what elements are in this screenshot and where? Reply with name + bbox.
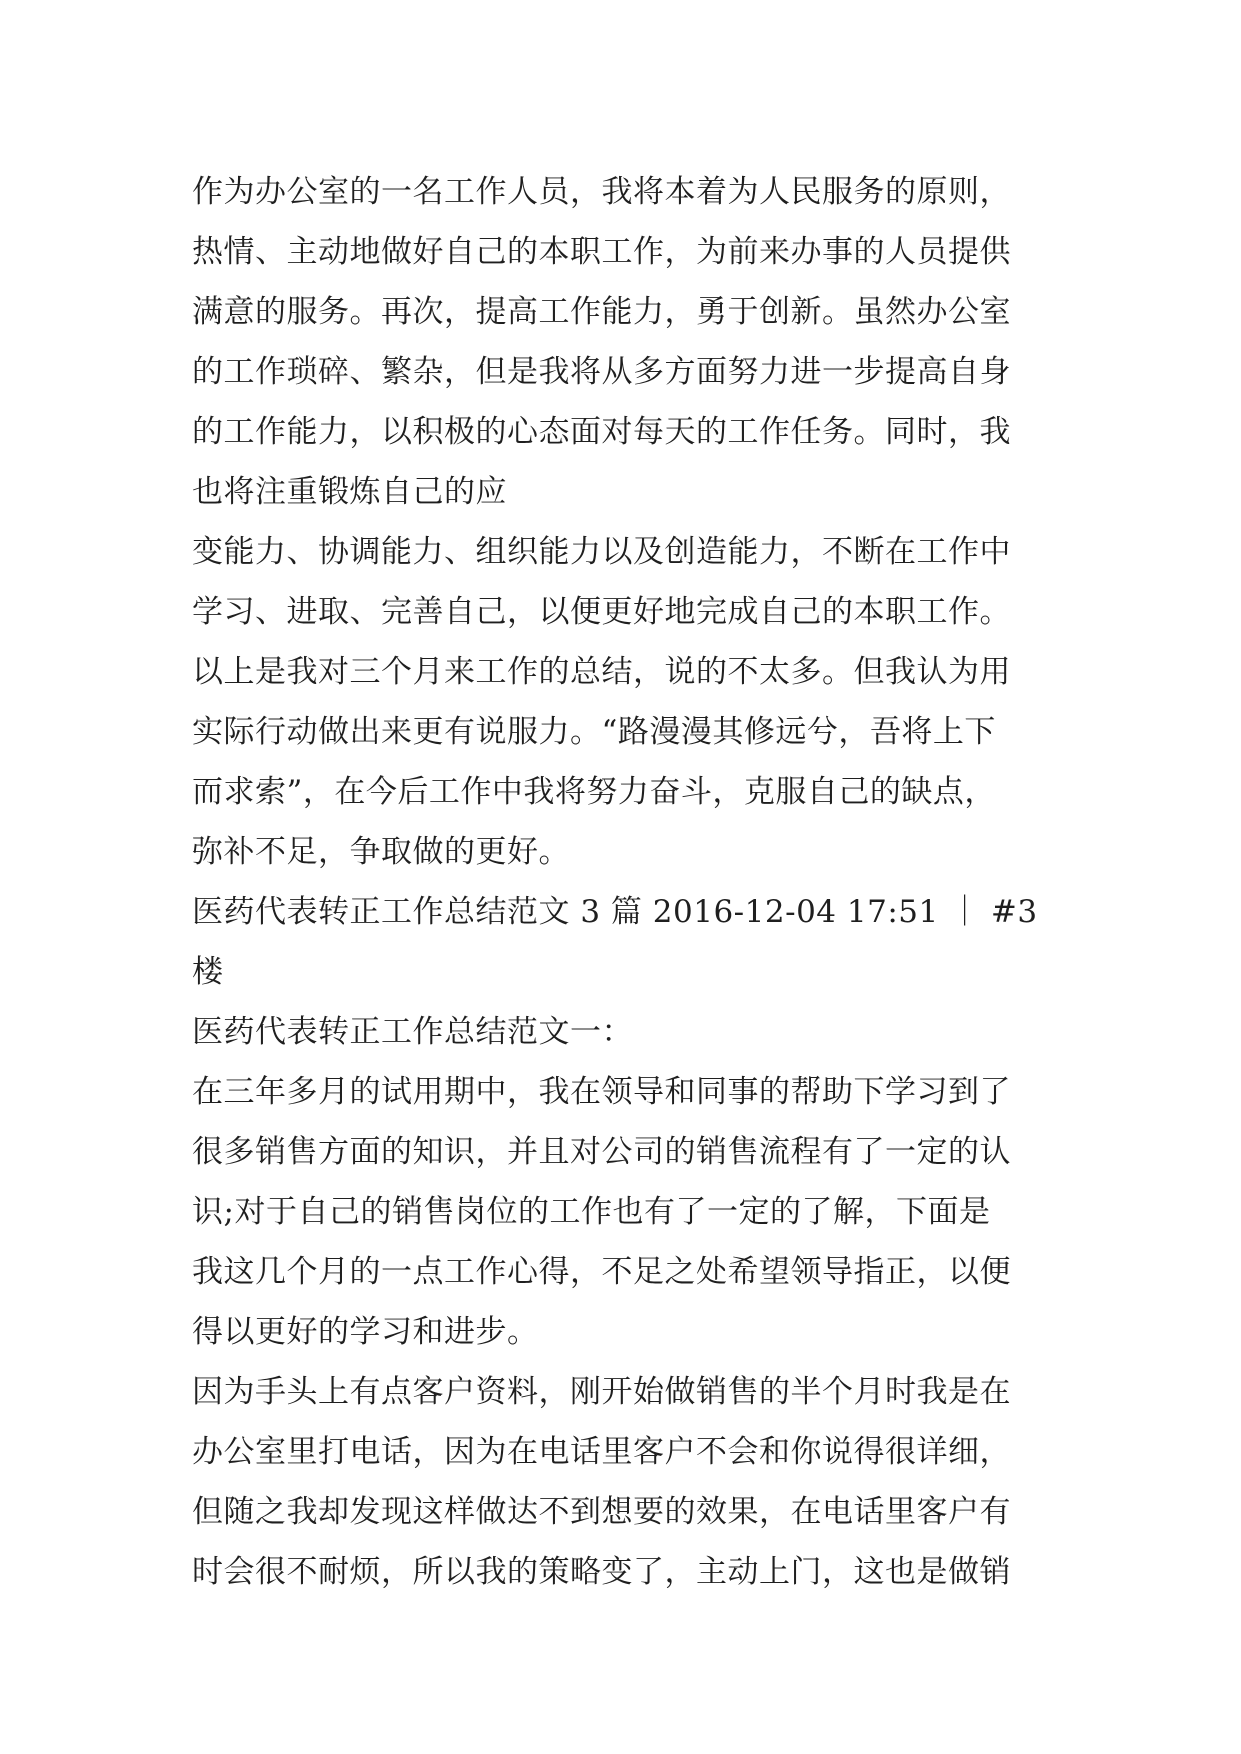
text-line: 办公室里打电话，因为在电话里客户不会和你说得很详细， <box>192 1434 1011 1470</box>
text-line: 满意的服务。再次，提高工作能力，勇于创新。虽然办公室 <box>192 294 1011 330</box>
section-heading-line: 楼 <box>192 954 224 990</box>
text-line: 作为办公室的一名工作人员，我将本着为人民服务的原则， <box>192 174 1011 210</box>
subheading-line: 医药代表转正工作总结范文一： <box>192 1014 633 1050</box>
text-line: 的工作琐碎、繁杂，但是我将从多方面努力进一步提高自身 <box>192 354 1011 390</box>
text-line: 热情、主动地做好自己的本职工作，为前来办事的人员提供 <box>192 234 1011 270</box>
text-line: 但随之我却发现这样做达不到想要的效果，在电话里客户有 <box>192 1494 1011 1530</box>
section-heading-line: 医药代表转正工作总结范文 3 篇 2016-12-04 17:51 ｜ #3 <box>192 894 1038 930</box>
text-line: 时会很不耐烦，所以我的策略变了，主动上门，这也是做销 <box>192 1554 1011 1590</box>
text-line: 识;对于自己的销售岗位的工作也有了一定的了解，下面是 <box>192 1194 991 1230</box>
text-line: 以上是我对三个月来工作的总结，说的不太多。但我认为用 <box>192 654 1011 690</box>
text-line: 我这几个月的一点工作心得，不足之处希望领导指正，以便 <box>192 1254 1011 1290</box>
text-line: 实际行动做出来更有说服力。“路漫漫其修远兮，吾将上下 <box>192 714 996 750</box>
text-line: 而求索”，在今后工作中我将努力奋斗，克服自己的缺点， <box>192 774 996 810</box>
text-line: 因为手头上有点客户资料，刚开始做销售的半个月时我是在 <box>192 1374 1011 1410</box>
text-line: 弥补不足，争取做的更好。 <box>192 834 570 870</box>
text-line: 很多销售方面的知识，并且对公司的销售流程有了一定的认 <box>192 1134 1011 1170</box>
text-line: 的工作能力，以积极的心态面对每天的工作任务。同时，我 <box>192 414 1011 450</box>
text-line: 得以更好的学习和进步。 <box>192 1314 539 1350</box>
text-line: 学习、进取、完善自己，以便更好地完成自己的本职工作。 <box>192 594 1011 630</box>
document-body <box>192 162 1072 1602</box>
text-line: 在三年多月的试用期中，我在领导和同事的帮助下学习到了 <box>192 1074 1011 1110</box>
text-line: 也将注重锻炼自己的应 <box>192 474 507 510</box>
text-line: 变能力、协调能力、组织能力以及创造能力，不断在工作中 <box>192 534 1011 570</box>
